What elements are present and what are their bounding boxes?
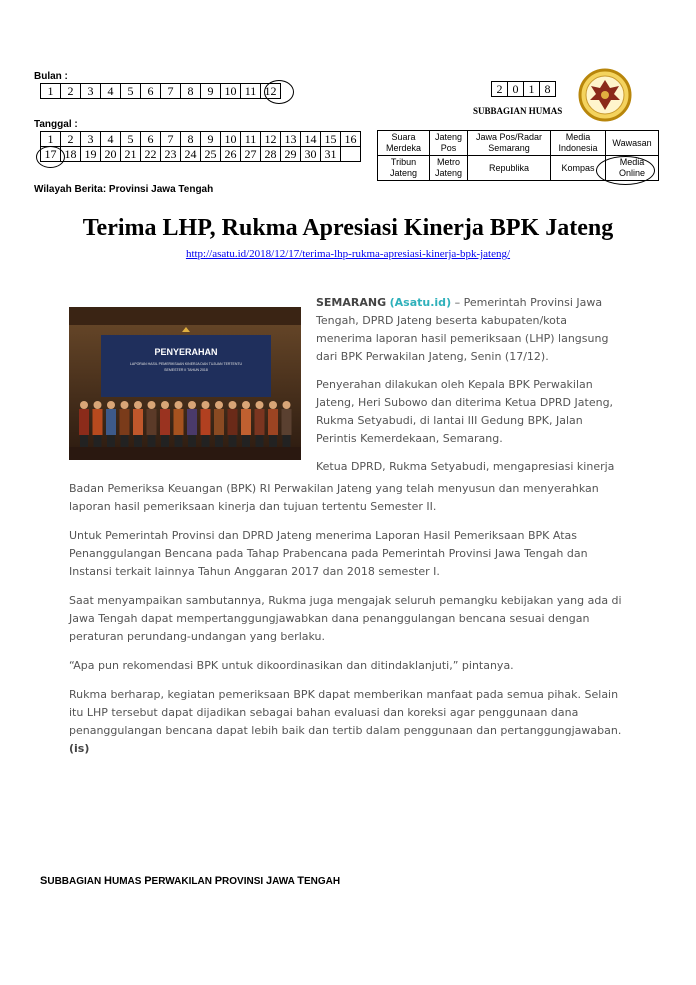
paragraph-7 <box>69 686 629 758</box>
paragraph-2: Penyerahan dilakukan oleh Kepala BPK Perwakilan Jateng, Heri Subowo dan diterima Ketua DPRD Jateng, Rukma Setyabudi, di lantai III Gedung BPK, Jalan Perintis Kemerdekaan, Semarang. <box>316 378 614 445</box>
bpk-logo-icon <box>577 68 633 122</box>
grid-cell: 11 <box>241 132 261 147</box>
grid-cell <box>341 147 361 162</box>
grid-cell: 14 <box>301 132 321 147</box>
grid-cell: 26 <box>221 147 241 162</box>
grid-cell: 19 <box>81 147 101 162</box>
grid-cell: 23 <box>161 147 181 162</box>
ceremony-photo <box>69 307 301 460</box>
dateline-city: SEMARANG <box>316 296 387 309</box>
grid-cell: 1 <box>524 82 540 97</box>
paragraph-4: Untuk Pemerintah Provinsi dan DPRD Jateng menerima Laporan Hasil Pemeriksaan BPK Atas Penanggulangan Bencana pada Tahap Prabencana pada Pemerintah Provinsi Jawa Tengah dan Instansi terkait lainnya Tahun Anggaran 2017 dan 2018 semester I. <box>69 529 588 578</box>
grid-cell: 28 <box>261 147 281 162</box>
media-cell: Metro Jateng <box>430 156 468 181</box>
article-lead-column <box>316 294 616 476</box>
grid-cell: 3 <box>81 132 101 147</box>
grid-cell: 7 <box>161 84 181 99</box>
grid-cell: 1 <box>41 84 61 99</box>
grid-cell: 4 <box>101 132 121 147</box>
grid-cell: 2 <box>492 82 508 97</box>
grid-cell: 17 <box>41 147 61 162</box>
grid-cell: 2 <box>61 132 81 147</box>
wilayah-berita: Wilayah Berita: Provinsi Jawa Tengah <box>34 184 214 195</box>
photo-banner-sub1: LAPORAN HASIL PEMERIKSAAN KINERJA DAN TUJUAN TERTENTU <box>129 362 243 366</box>
media-cell: Kompas <box>551 156 606 181</box>
grid-cell: 18 <box>61 147 81 162</box>
article-body <box>69 480 629 758</box>
paragraph-3a: Ketua DPRD, Rukma Setyabudi, mengapresiasi kinerja <box>316 460 615 473</box>
media-cell: Jawa Pos/Radar Semarang <box>468 131 551 156</box>
grid-cell: 29 <box>281 147 301 162</box>
paragraph-3b: Badan Pemeriksa Keuangan (BPK) RI Perwakilan Jateng yang telah menyusun dan menyerahkan laporan hasil pemeriksaan kinerja dan tujuan tertentu Semester II. <box>69 482 599 513</box>
grid-cell: 30 <box>301 147 321 162</box>
grid-cell: 8 <box>540 82 556 97</box>
grid-cell: 20 <box>101 147 121 162</box>
author-tag: (is) <box>69 742 90 755</box>
dateline-source: Asatu.id <box>394 296 447 309</box>
media-cell: Wawasan <box>606 131 659 156</box>
media-cell: Media Online <box>606 156 659 181</box>
media-cell: Republika <box>468 156 551 181</box>
grid-cell: 7 <box>161 132 181 147</box>
grid-cell: 4 <box>101 84 121 99</box>
date-circle-mark <box>36 146 65 168</box>
media-cell: Tribun Jateng <box>378 156 430 181</box>
grid-cell: 13 <box>281 132 301 147</box>
article-title: Terima LHP, Rukma Apresiasi Kinerja BPK Jateng <box>82 215 614 241</box>
subbagian-humas-label: SUBBAGIAN HUMAS <box>473 106 563 116</box>
grid-cell: 22 <box>141 147 161 162</box>
media-cell: Media Indonesia <box>551 131 606 156</box>
photo-banner-title: PENYERAHAN <box>154 347 218 357</box>
grid-cell: 12 <box>261 84 281 99</box>
grid-cell: 1 <box>41 132 61 147</box>
grid-cell: 24 <box>181 147 201 162</box>
grid-cell: 9 <box>201 132 221 147</box>
grid-cell: 8 <box>181 132 201 147</box>
media-cell: Jateng Pos <box>430 131 468 156</box>
paragraph-1-text: – Pemerintah Provinsi Jawa Tengah, DPRD Jateng beserta kabupaten/kota menerima laporan hasil pemeriksaan (LHP) langsung dari BPK Perwakilan Jateng, Senin (17/12). <box>316 296 609 363</box>
grid-cell: 15 <box>321 132 341 147</box>
grid-cell: 0 <box>508 82 524 97</box>
paragraph-1: SEMARANG (Asatu.id) – Pemerintah Provinsi Jawa Tengah, DPRD Jateng beserta kabupaten/kota menerima laporan hasil pemeriksaan (LHP) langsung dari BPK Perwakilan Jateng, Senin (17/12). <box>316 296 609 363</box>
grid-cell: 25 <box>201 147 221 162</box>
bulan-label: Bulan : <box>34 71 68 82</box>
media-cell: Suara Merdeka <box>378 131 430 156</box>
tanggal-label: Tanggal : <box>34 119 78 130</box>
photo-banner-sub2: SEMESTER II TAHUN 2018 <box>164 368 208 372</box>
grid-cell: 2 <box>61 84 81 99</box>
grid-cell: 10 <box>221 132 241 147</box>
footer-signature: SUBBAGIAN HUMAS PERWAKILAN PROVINSI JAWA TENGAH <box>40 875 341 887</box>
grid-cell: 9 <box>201 84 221 99</box>
grid-cell: 16 <box>341 132 361 147</box>
month-grid <box>40 83 281 99</box>
grid-cell: 10 <box>221 84 241 99</box>
month-circle-mark <box>264 80 294 104</box>
grid-cell: 3 <box>81 84 101 99</box>
grid-cell: 12 <box>261 132 281 147</box>
paragraph-7-text: Rukma berharap, kegiatan pemeriksaan BPK dapat memberikan manfaat pada semua pihak. Selain itu LHP tersebut dapat dijadikan sebagai bahan evaluasi dan koreksi agar penggunaan dana penanggulangan bencana dapat lebih baik dan tertib dalam penggunaan dan pertanggungjawaban. <box>69 688 622 737</box>
grid-cell: 8 <box>181 84 201 99</box>
grid-cell: 31 <box>321 147 341 162</box>
year-grid <box>491 81 556 97</box>
paragraph-6: “Apa pun rekomendasi BPK untuk dikoordinasikan dan ditindaklanjuti,” pintanya. <box>69 659 514 672</box>
grid-cell: 6 <box>141 84 161 99</box>
article-url-link[interactable]: http://asatu.id/2018/12/17/terima-lhp-rukma-apresiasi-kinerja-bpk-jateng/ <box>185 248 511 260</box>
media-circle-mark <box>596 156 655 185</box>
paragraph-5: Saat menyampaikan sambutannya, Rukma juga mengajak seluruh pemangku kebijakan yang ada di Jawa Tengah dapat mempertanggungjawabkan dana penanggulangan bencana sesuai dengan peraturan perundang-undangan yang berlaku. <box>69 594 622 643</box>
grid-cell: 5 <box>121 84 141 99</box>
grid-cell: 11 <box>241 84 261 99</box>
grid-cell: 27 <box>241 147 261 162</box>
grid-cell: 21 <box>121 147 141 162</box>
grid-cell: 5 <box>121 132 141 147</box>
date-grid <box>40 131 361 162</box>
grid-cell: 6 <box>141 132 161 147</box>
